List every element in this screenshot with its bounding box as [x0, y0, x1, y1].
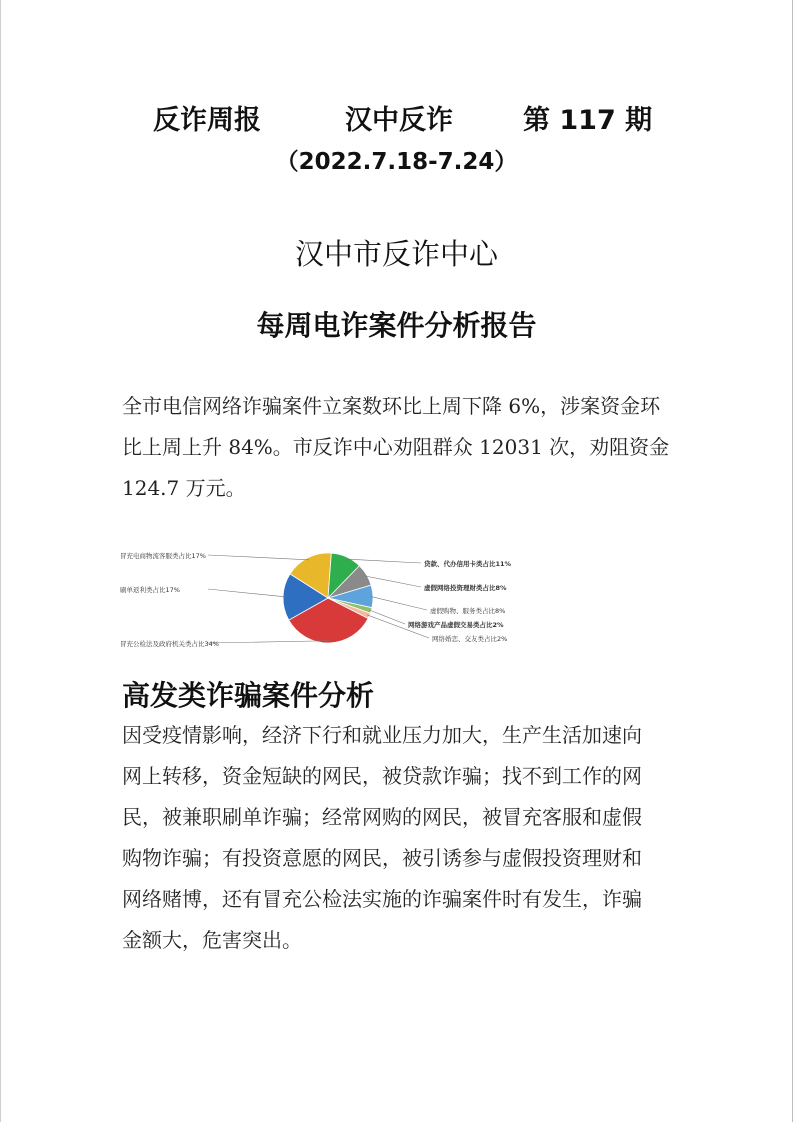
- analysis-line: 网上转移，资金短缺的网民，被贷款诈骗；找不到工作的网: [122, 764, 642, 788]
- summary-paragraph: [122, 386, 682, 509]
- header-weekly-label: 反诈周报: [153, 105, 261, 136]
- analysis-line: 民，被兼职刷单诈骗；经常网购的网民，被冒充客服和虚假: [122, 805, 642, 829]
- pie-leader-line: [208, 555, 309, 560]
- pie-leader-line: [208, 641, 329, 643]
- summary-line: 全市电信网络诈骗案件立案数环比上周下降 6%，涉案资金环: [122, 394, 661, 418]
- pie-leader-line: [365, 576, 421, 587]
- pie-slice-label: 贷款、代办信用卡类占比11%: [424, 560, 512, 568]
- pie-chart-svg: [112, 540, 532, 655]
- analysis-line: 金额大，危害突出。: [122, 928, 302, 952]
- header-org-label: 汉中反诈: [345, 105, 453, 136]
- summary-line: 124.7 万元。: [122, 476, 246, 500]
- pie-slice-label: 刷单返利类占比17%: [120, 586, 180, 594]
- section-heading: 高发类诈骗案件分析: [122, 679, 375, 712]
- pie-leader-line: [369, 610, 405, 624]
- pie-slice-label: 网络婚恋、交友类占比2%: [432, 635, 508, 643]
- pie-leader-line: [208, 589, 285, 597]
- pie-slice-label: 冒充公检法及政府机关类占比34%: [120, 640, 219, 648]
- analysis-line: 购物诈骗；有投资意愿的网民，被引诱参与虚假投资理财和: [122, 846, 642, 870]
- pie-slice-label: 虚假网络投资理财类占比8%: [424, 584, 507, 592]
- pie-slice-label: 冒充电商物流客服类占比17%: [120, 552, 206, 560]
- report-header: [0, 98, 793, 138]
- analysis-line: 网络赌博，还有冒充公检法实施的诈骗案件时有发生，诈骗: [122, 887, 642, 911]
- header-issue-label: 第 117 期: [523, 105, 653, 136]
- pie-slice-label: 网络游戏产品虚假交易类占比2%: [408, 621, 504, 629]
- center-name: 汉中市反诈中心: [294, 237, 498, 271]
- case-type-pie-chart: [112, 540, 532, 655]
- analysis-line: 因受疫情影响，经济下行和就业压力加大，生产生活加速向: [122, 723, 642, 747]
- report-title: 每周电诈案件分析报告: [256, 309, 537, 342]
- pie-leader-line: [371, 596, 427, 610]
- analysis-paragraph: [122, 715, 682, 961]
- date-range: （2022.7.18-7.24）: [275, 149, 518, 175]
- summary-line: 比上周上升 84%。市反诈中心劝阻群众 12031 次，劝阻资金: [122, 435, 670, 459]
- pie-slice-label: 虚假购物、服务类占比8%: [430, 607, 506, 615]
- pie-leader-line: [346, 559, 421, 563]
